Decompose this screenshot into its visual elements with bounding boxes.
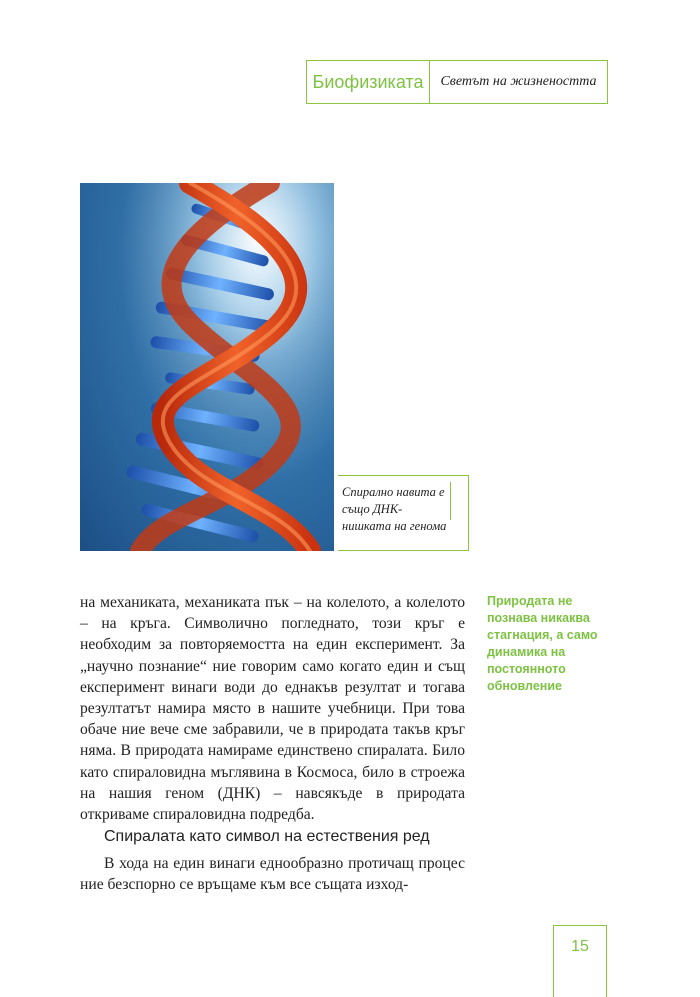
running-header	[306, 60, 608, 104]
dna-helix-illustration	[80, 183, 334, 551]
section-heading: Спиралата като символ на естествения ред	[104, 828, 430, 845]
figure-caption: Спирално навита е също ДНК-нишката на генома	[342, 485, 447, 533]
pull-quote: Природата не познава никаква стагнация, а само динамика на постоянното обновление	[487, 594, 598, 693]
page-number: 15	[571, 938, 589, 955]
figure-caption-box	[338, 475, 469, 551]
body-paragraph-1: на механиката, механиката пък – на колелото, а колелото – на кръга. Символично погледнато, този кръг е необходим за повторяемостта на един експеримент. За „научно познание“ ние говорим само когато един и същ експеримент винаги води до еднакъв резултат и тогава резултатът намира място в нашите учебници. При това обаче ние вече сме забравили, че в природата такъв кръг няма. В природата намираме единствено спиралата. Било като спираловидна мъглявина в Космоса, било в строежа на нашия геном (ДНК) – навсякъде в природата откриваме спираловидна подредба.	[80, 594, 465, 824]
body-paragraph-1-block	[80, 592, 465, 825]
page-number-box	[553, 925, 607, 997]
body-paragraph-2-block	[80, 853, 465, 895]
dna-helix-image	[80, 183, 334, 551]
body-paragraph-2: В хода на един винаги еднообразно протичащ процес ние безспорно се връщаме към все същата изход-	[80, 855, 465, 894]
header-subtitle: Светът на жизнеността	[440, 74, 597, 89]
header-section-title: Биофизиката	[307, 61, 430, 103]
